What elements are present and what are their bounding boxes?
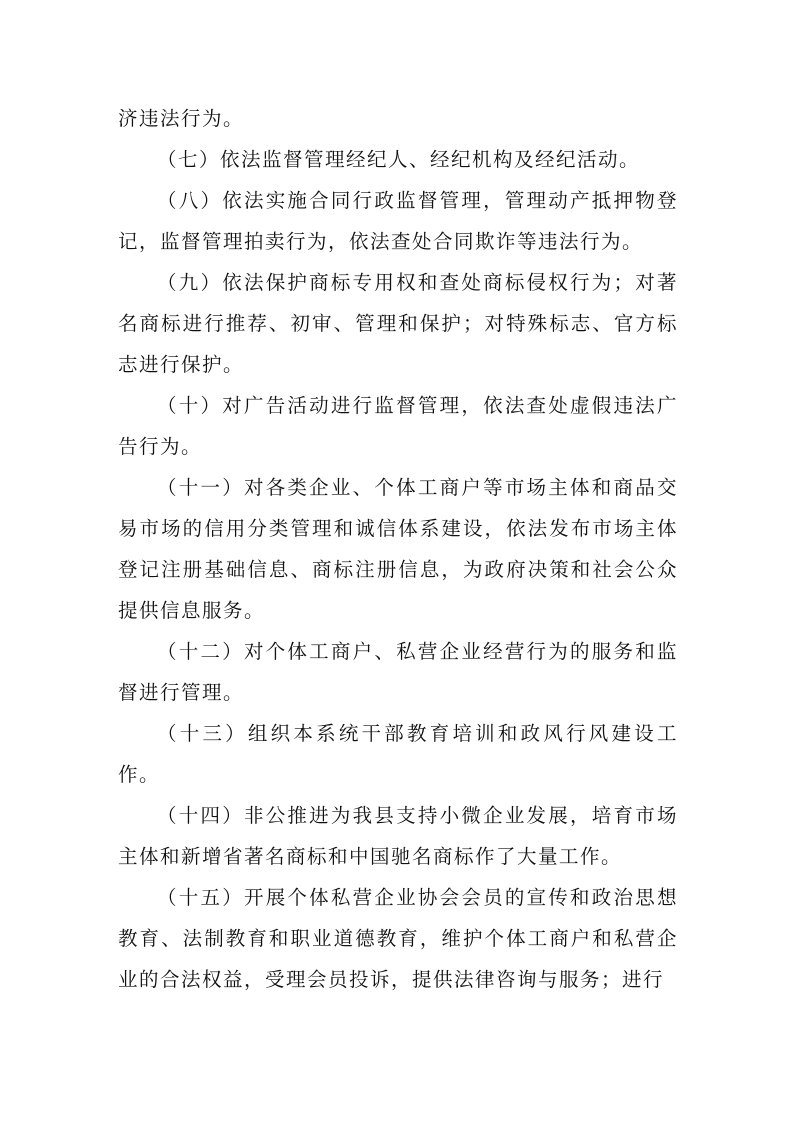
paragraph-item-12: （十二）对个体工商户、私营企业经营行为的服务和监督进行管理。 [118, 640, 678, 704]
paragraph-item-7: （七）依法监督管理经纪人、经纪机构及经纪活动。 [157, 148, 641, 171]
paragraph-continuation: 济违法行为。 [118, 107, 245, 130]
paragraph-item-10: （十）对广告活动进行监督管理，依法查处虚假违法广告行为。 [118, 394, 678, 458]
paragraph-item-14: （十四）非公推进为我县支持小微企业发展，培育市场主体和新增省著名商标和中国驰名商标作了大量工作。 [118, 804, 678, 868]
paragraph-item-13: （十三）组织本系统干部教育培训和政风行风建设工作。 [118, 722, 678, 786]
document-body [118, 98, 678, 1000]
paragraph-item-15: （十五）开展个体私营企业协会会员的宣传和政治思想教育、法制教育和职业道德教育，维护个体工商户和私营企业的合法权益，受理会员投诉，提供法律咨询与服务；进行 [118, 886, 678, 991]
paragraph-item-9: （九）依法保护商标专用权和查处商标侵权行为；对著名商标进行推荐、初审、管理和保护；对特殊标志、官方标志进行保护。 [118, 271, 678, 376]
paragraph-item-11: （十一）对各类企业、个体工商户等市场主体和商品交易市场的信用分类管理和诚信体系建设，依法发布市场主体登记注册基础信息、商标注册信息，为政府决策和社会公众提供信息服务。 [118, 476, 678, 622]
paragraph-item-8: （八）依法实施合同行政监督管理，管理动产抵押物登记，监督管理拍卖行为，依法查处合同欺诈等违法行为。 [118, 189, 678, 253]
